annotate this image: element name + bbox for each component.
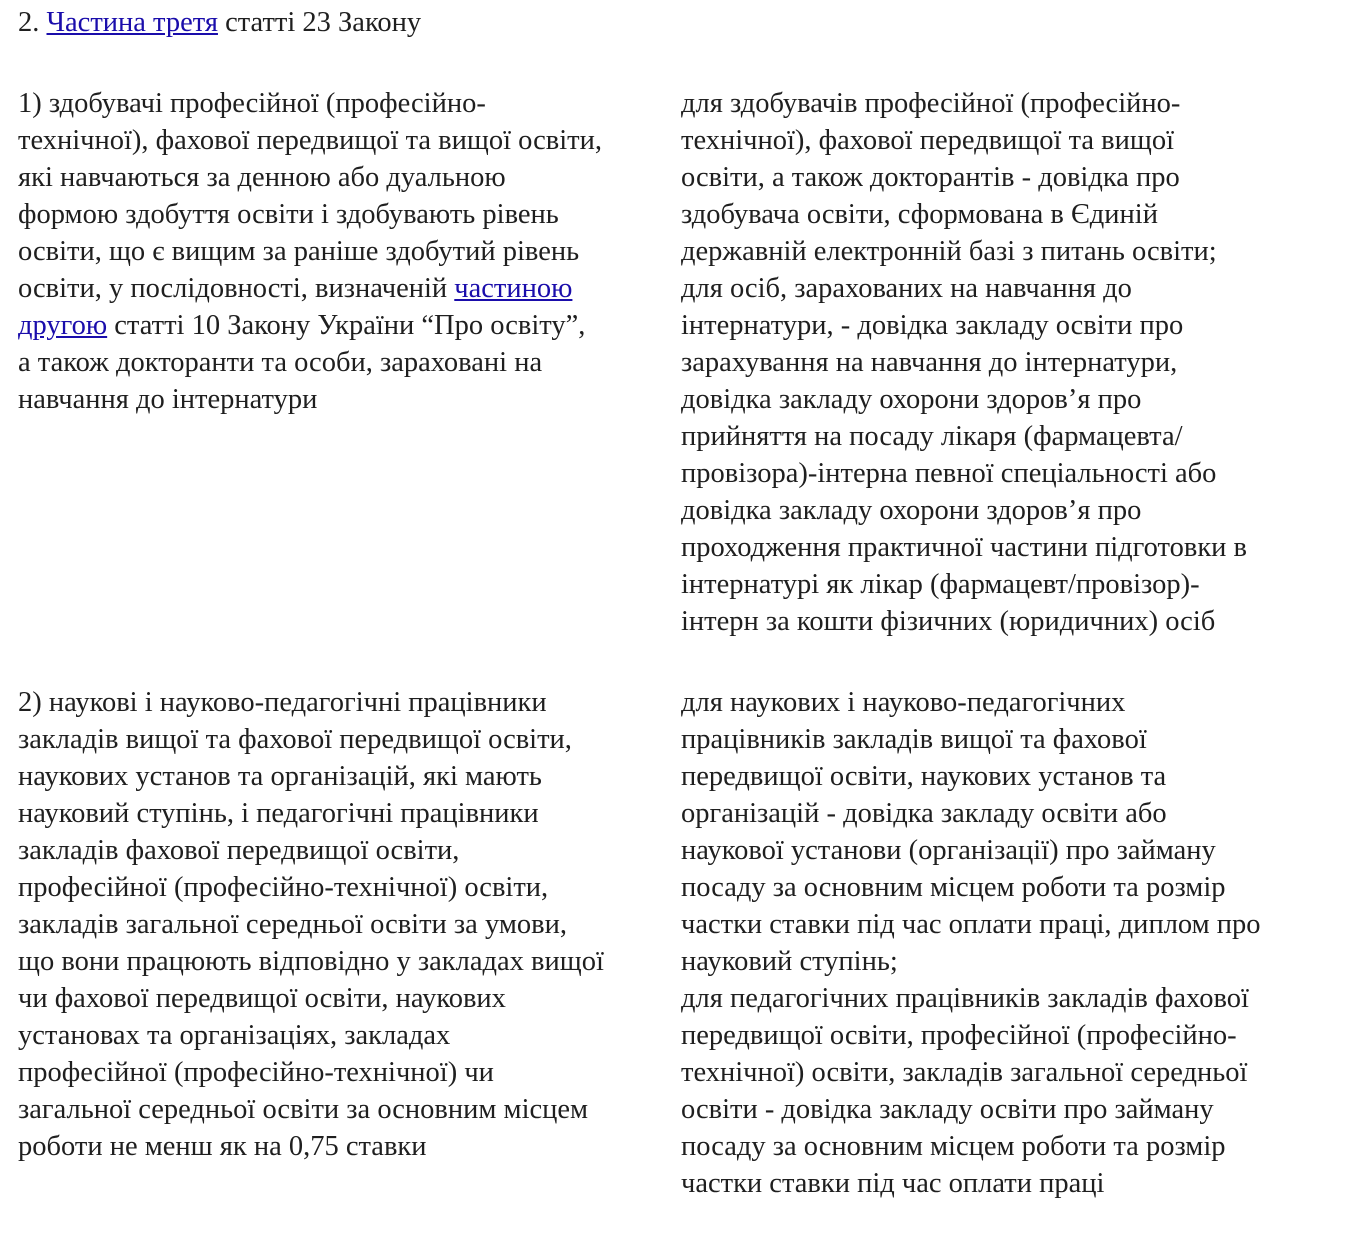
text-line: наукової установи (організації) про займану: [681, 835, 1216, 866]
text-line: державній електронній базі з питань освіти;: [681, 236, 1217, 267]
text-fragment: статті 10 Закону України “Про освіту”,: [107, 310, 586, 341]
text-line: прийняття на посаду лікаря (фармацевта/: [681, 421, 1183, 452]
text-line: закладів загальної середньої освіти за умови,: [18, 909, 567, 940]
text-line: роботи не менш як на 0,75 ставки: [18, 1131, 427, 1162]
text-line: передвищої освіти, професійної (професійно-: [681, 1020, 1237, 1051]
text-line: чи фахової передвищої освіти, наукових: [18, 983, 506, 1014]
text-line: для осіб, зарахованих на навчання до: [681, 273, 1132, 304]
text-line: технічної), фахової передвищої та вищої: [681, 125, 1175, 156]
text-line: для наукових і науково-педагогічних: [681, 687, 1126, 718]
text-line: зарахування на навчання до інтернатури,: [681, 347, 1178, 378]
text-line: [18, 270, 602, 307]
text-line: провізора)-інтерна певної спеціальності або: [681, 458, 1217, 489]
text-line: довідка закладу охорони здоров’я про: [681, 495, 1142, 526]
text-line: закладів фахової передвищої освіти,: [18, 835, 460, 866]
text-line: інтерн за кошти фізичних (юридичних) осіб: [681, 606, 1216, 637]
section-heading: [18, 4, 421, 41]
row-1-documents: [681, 85, 1247, 640]
text-line: посаду за основним місцем роботи та розмір: [681, 872, 1226, 903]
text-line: закладів вищої та фахової передвищої освіти,: [18, 724, 572, 755]
row-2-documents: [681, 684, 1261, 1202]
text-line: передвищої освіти, наукових установ та: [681, 761, 1167, 792]
section-number: 2.: [18, 7, 40, 38]
text-line: інтернатурі як лікар (фармацевт/провізор)-: [681, 569, 1200, 600]
row-1-category: [18, 85, 602, 418]
text-line: організацій - довідка закладу освіти або: [681, 798, 1167, 829]
text-line: формою здобуття освіти і здобувають рівень: [18, 199, 559, 230]
text-line: освіти, а також докторантів - довідка про: [681, 162, 1180, 193]
text-line: які навчаються за денною або дуальною: [18, 162, 506, 193]
text-line: 2) наукові і науково-педагогічні працівники: [18, 687, 547, 718]
part-two-link-continued[interactable]: другою: [18, 310, 108, 341]
section-heading-rest: статті 23 Закону: [225, 7, 422, 38]
text-line: освіти, що є вищим за раніше здобутий рівень: [18, 236, 580, 267]
text-line: технічної) освіти, закладів загальної середньої: [681, 1057, 1248, 1088]
text-line: довідка закладу охорони здоров’я про: [681, 384, 1142, 415]
row-2-category: [18, 684, 604, 1165]
text-line: що вони працюють відповідно у закладах вищої: [18, 946, 604, 977]
text-line: посаду за основним місцем роботи та розмір: [681, 1131, 1226, 1162]
text-line: установах та організаціях, закладах: [18, 1020, 451, 1051]
part-two-link[interactable]: частиною: [454, 273, 573, 304]
text-line: науковий ступінь;: [681, 946, 898, 977]
text-line: а також докторанти та особи, зараховані на: [18, 347, 543, 378]
text-line: професійної (професійно-технічної) чи: [18, 1057, 494, 1088]
text-line: 1) здобувачі професійної (професійно-: [18, 88, 486, 119]
text-fragment: освіти, у послідовності, визначеній: [18, 273, 455, 304]
text-line: частки ставки під час оплати праці, диплом про: [681, 909, 1261, 940]
text-line: наукових установ та організацій, які мають: [18, 761, 542, 792]
part-three-link[interactable]: Частина третя: [46, 7, 218, 38]
text-line: освіти - довідка закладу освіти про займану: [681, 1094, 1214, 1125]
text-line: професійної (професійно-технічної) освіти,: [18, 872, 549, 903]
text-line: проходження практичної частини підготовки в: [681, 532, 1248, 563]
text-line: загальної середньої освіти за основним місцем: [18, 1094, 589, 1125]
text-line: працівників закладів вищої та фахової: [681, 724, 1147, 755]
text-line: для педагогічних працівників закладів фахової: [681, 983, 1249, 1014]
text-line: інтернатури, - довідка закладу освіти про: [681, 310, 1184, 341]
text-line: [18, 307, 602, 344]
text-line: для здобувачів професійної (професійно-: [681, 88, 1181, 119]
text-line: навчання до інтернатури: [18, 384, 318, 415]
text-line: науковий ступінь, і педагогічні працівники: [18, 798, 539, 829]
text-line: частки ставки під час оплати праці: [681, 1168, 1105, 1199]
text-line: здобувача освіти, сформована в Єдиній: [681, 199, 1158, 230]
text-line: технічної), фахової передвищої та вищої освіти,: [18, 125, 602, 156]
